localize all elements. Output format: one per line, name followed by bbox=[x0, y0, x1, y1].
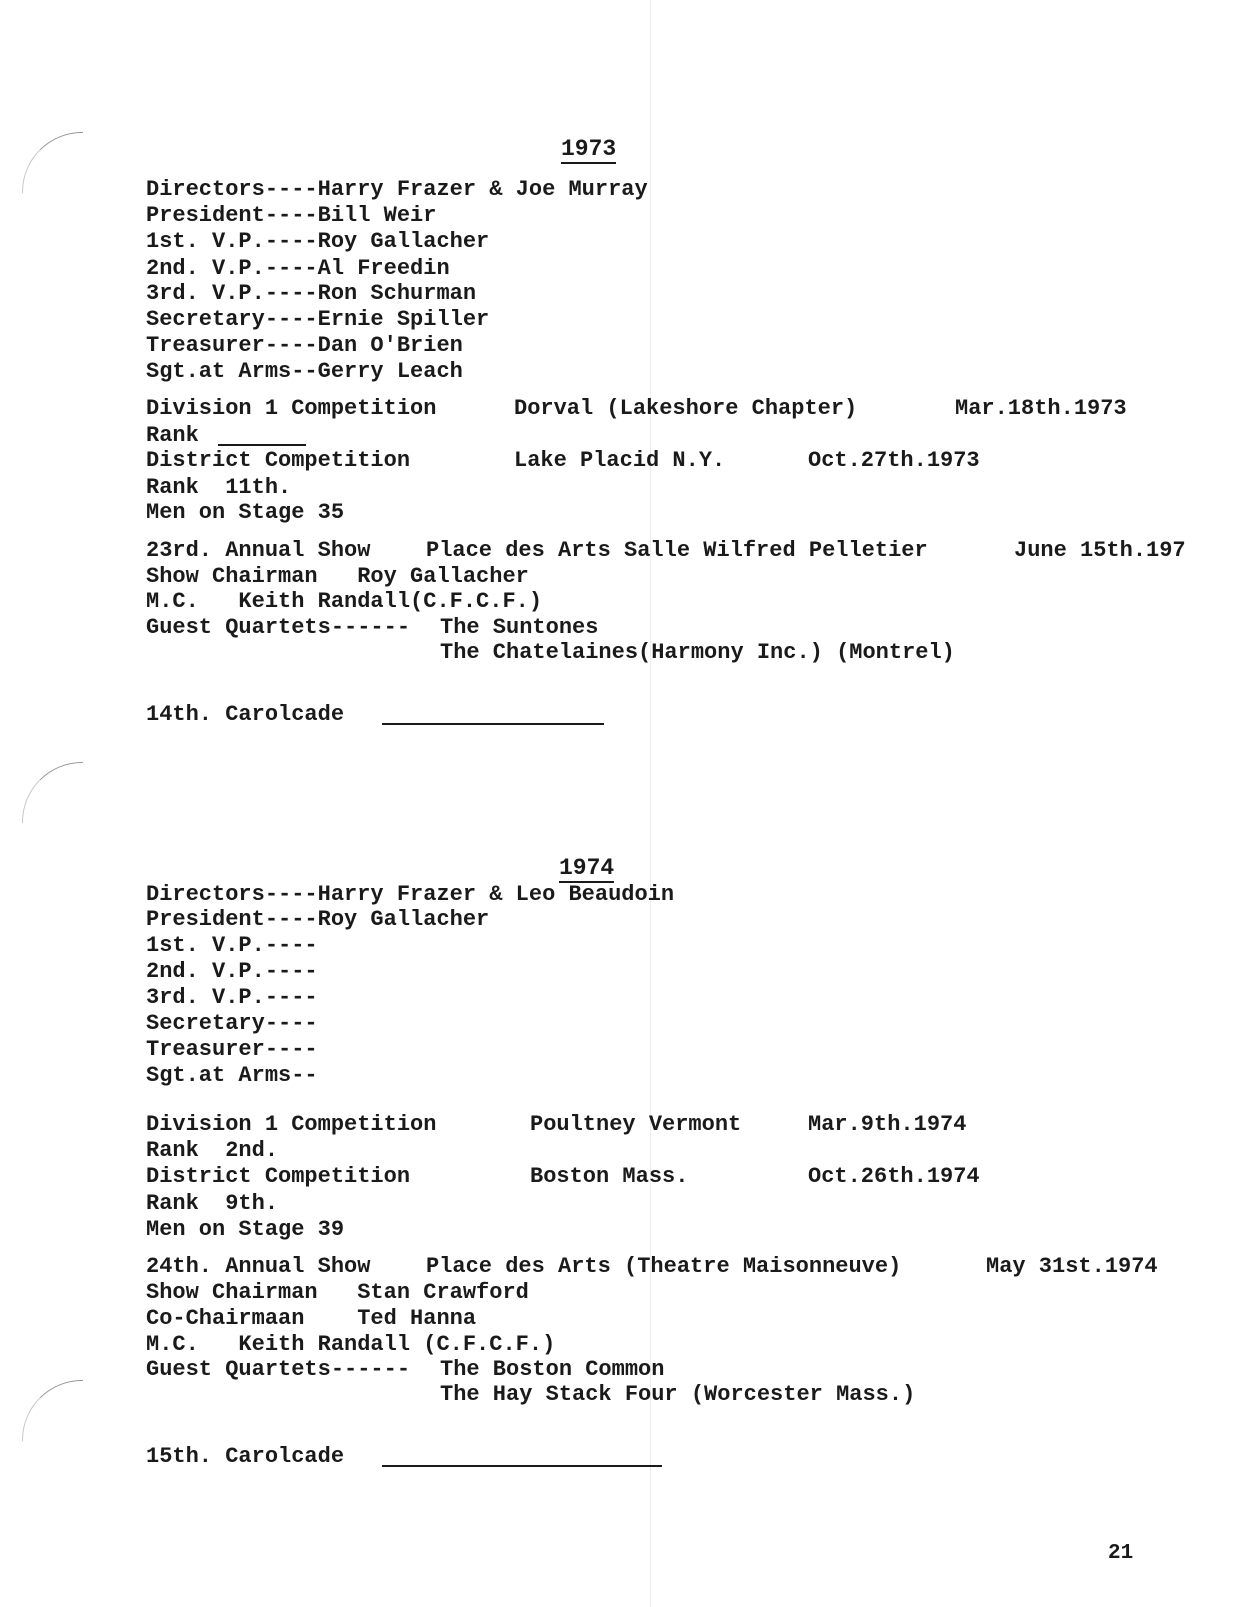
officer-sgt-at-arms-1974: Sgt.at Arms-- bbox=[146, 1063, 318, 1088]
punch-hole-top bbox=[22, 132, 83, 193]
officer-president-1973: President----Bill Weir bbox=[146, 203, 437, 228]
show-mc-1973: M.C. Keith Randall(C.F.C.F.) bbox=[146, 589, 543, 614]
officer-2nd-vp-1973: 2nd. V.P.----Al Freedin bbox=[146, 256, 450, 281]
division-place-1973: Dorval (Lakeshore Chapter) bbox=[514, 396, 858, 421]
division-date-1974: Mar.9th.1974 bbox=[808, 1112, 967, 1137]
year-heading-1973: 1973 bbox=[561, 136, 617, 162]
officer-treasurer-1973: Treasurer----Dan O'Brien bbox=[146, 333, 463, 358]
officer-3rd-vp-1973: 3rd. V.P.----Ron Schurman bbox=[146, 281, 477, 306]
officer-treasurer-1974: Treasurer---- bbox=[146, 1037, 318, 1062]
punch-hole-bottom bbox=[22, 1380, 83, 1441]
guest-quartet-2-1974: The Hay Stack Four (Worcester Mass.) bbox=[440, 1382, 916, 1407]
division-label-1974: Division 1 Competition bbox=[146, 1112, 437, 1137]
division-label-1973: Division 1 Competition bbox=[146, 396, 437, 421]
show-venue-1973: Place des Arts Salle Wilfred Pelletier bbox=[426, 538, 928, 563]
guest-quartet-2-1973: The Chatelaines(Harmony Inc.) (Montrel) bbox=[440, 640, 955, 665]
district-rank-1974: Rank 9th. bbox=[146, 1191, 279, 1216]
division-rank-1974: Rank 2nd. bbox=[146, 1138, 279, 1163]
officer-secretary-1974: Secretary---- bbox=[146, 1011, 318, 1036]
guest-quartet-1-1973: The Suntones bbox=[440, 615, 599, 640]
officer-directors-1973: Directors----Harry Frazer & Joe Murray bbox=[146, 177, 648, 202]
officer-2nd-vp-1974: 2nd. V.P.---- bbox=[146, 959, 318, 984]
district-label-1973: District Competition bbox=[146, 448, 411, 473]
officer-3rd-vp-1974: 3rd. V.P.---- bbox=[146, 985, 318, 1010]
officer-secretary-1973: Secretary----Ernie Spiller bbox=[146, 307, 490, 332]
district-date-1974: Oct.26th.1974 bbox=[808, 1164, 980, 1189]
officer-1st-vp-1973: 1st. V.P.----Roy Gallacher bbox=[146, 229, 490, 254]
show-chairman-1974: Show Chairman Stan Crawford bbox=[146, 1280, 529, 1305]
division-rank-label-1973: Rank bbox=[146, 423, 199, 448]
carolcade-1973: 14th. Carolcade bbox=[146, 702, 345, 727]
division-place-1974: Poultney Vermont bbox=[530, 1112, 742, 1137]
carolcade-blank-1973 bbox=[382, 723, 604, 725]
show-date-1974: May 31st.1974 bbox=[986, 1254, 1158, 1279]
division-rank-blank-1973 bbox=[218, 444, 306, 446]
year-heading-1974: 1974 bbox=[559, 855, 615, 881]
division-date-1973: Mar.18th.1973 bbox=[955, 396, 1127, 421]
district-label-1974: District Competition bbox=[146, 1164, 411, 1189]
show-title-1974: 24th. Annual Show bbox=[146, 1254, 371, 1279]
punch-hole-middle bbox=[22, 762, 83, 823]
guest-quartets-label-1974: Guest Quartets------ bbox=[146, 1357, 411, 1382]
show-chairman-1973: Show Chairman Roy Gallacher bbox=[146, 564, 529, 589]
men-on-stage-1973: Men on Stage 35 bbox=[146, 500, 345, 525]
page-number: 21 bbox=[1108, 1542, 1134, 1565]
officer-1st-vp-1974: 1st. V.P.---- bbox=[146, 933, 318, 958]
show-title-1973: 23rd. Annual Show bbox=[146, 538, 371, 563]
district-place-1973: Lake Placid N.Y. bbox=[514, 448, 726, 473]
carolcade-blank-1974 bbox=[382, 1465, 662, 1467]
show-venue-1974: Place des Arts (Theatre Maisonneuve) bbox=[426, 1254, 902, 1279]
show-date-1973: June 15th.197 bbox=[1014, 538, 1186, 563]
show-mc-1974: M.C. Keith Randall (C.F.C.F.) bbox=[146, 1332, 556, 1357]
officer-directors-1974: Directors----Harry Frazer & Leo Beaudoin bbox=[146, 882, 675, 907]
officer-president-1974: President----Roy Gallacher bbox=[146, 907, 490, 932]
officer-sgt-at-arms-1973: Sgt.at Arms--Gerry Leach bbox=[146, 359, 463, 384]
district-place-1974: Boston Mass. bbox=[530, 1164, 689, 1189]
men-on-stage-1974: Men on Stage 39 bbox=[146, 1217, 345, 1242]
carolcade-1974: 15th. Carolcade bbox=[146, 1444, 345, 1469]
show-co-chairman-1974: Co-Chairmaan Ted Hanna bbox=[146, 1306, 477, 1331]
district-rank-1973: Rank 11th. bbox=[146, 475, 292, 500]
guest-quartet-1-1974: The Boston Common bbox=[440, 1357, 665, 1382]
guest-quartets-label-1973: Guest Quartets------ bbox=[146, 615, 411, 640]
district-date-1973: Oct.27th.1973 bbox=[808, 448, 980, 473]
